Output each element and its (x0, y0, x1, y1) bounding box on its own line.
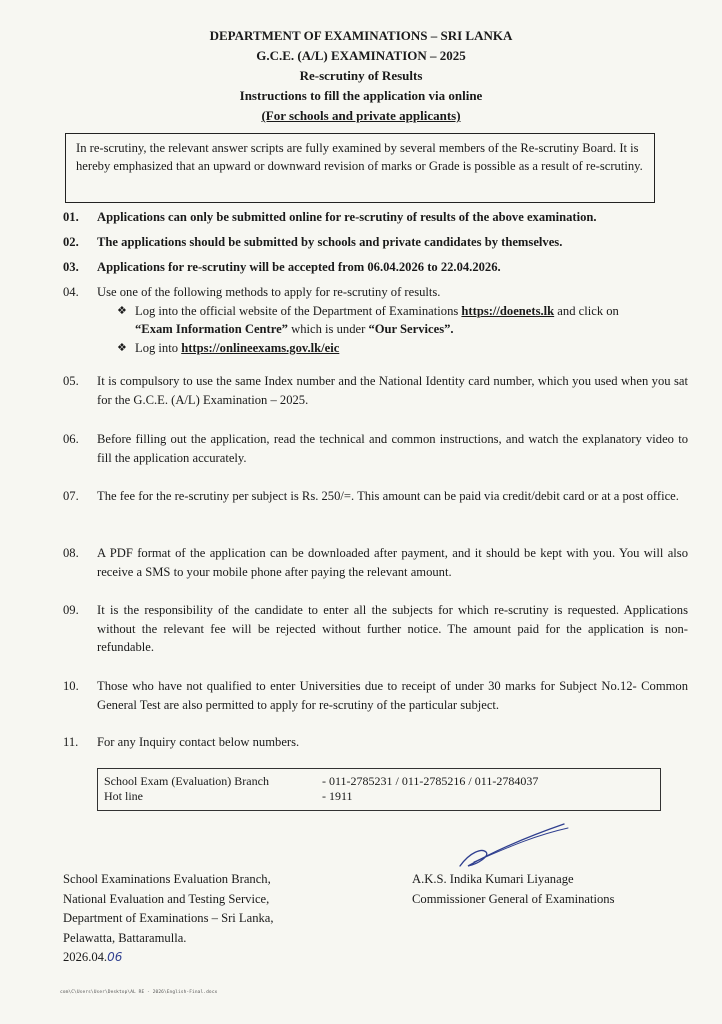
item-07 (63, 487, 688, 506)
item-08 (63, 544, 688, 581)
contact-number: - 011-2785231 / 011-2785216 / 011-2784037 (322, 774, 539, 788)
diamond-bullet-icon: ❖ (117, 303, 127, 317)
header-instructions: Instructions to fill the application via online (239, 88, 483, 103)
contact-number: - 1911 (322, 789, 353, 803)
item-10 (63, 677, 688, 714)
contact-row-hotline (104, 789, 654, 804)
doenets-link[interactable]: https://doenets.lk (461, 303, 555, 318)
header-audience: (For schools and private applicants) (261, 108, 461, 123)
item-11 (63, 733, 688, 752)
bullet-onlineexams: ❖ Log into https://onlineexams.gov.lk/eic (117, 339, 688, 358)
item-text: A PDF format of the application can be downloaded after payment, and it should be kept with you. You will also receive a SMS to your mobile phone after paying the relevant amount. (97, 546, 688, 579)
item-number: 09. (63, 603, 79, 617)
item-text: The fee for the re-scrutiny per subject is Rs. 250/=. This amount can be paid via credit/debit card or at a post office. (97, 489, 679, 503)
item-05 (63, 372, 688, 409)
item-06 (63, 430, 688, 467)
item-03 (63, 258, 688, 277)
bullet-doenets: ❖ Log into the official website of the Department of Examinations https://doenets.lk and click on “Exam Information Centre” which is under “Our Services”. (117, 303, 619, 336)
item-text: For any Inquiry contact below numbers. (97, 735, 300, 749)
item-number: 11. (63, 735, 79, 749)
signatory-title: Commissioner General of Examinations (412, 891, 615, 906)
item-text: Those who have not qualified to enter Universities due to receipt of under 30 marks for Subject No.12- Common General Test are also permitted to apply for re-scrutiny of the particular subject. (97, 679, 688, 712)
item-number: 04. (63, 285, 79, 299)
item-text: The applications should be submitted by schools and private candidates by themselves. (97, 235, 563, 249)
item-text: It is the responsibility of the candidate to enter all the subjects for which re-scrutiny is requested. Applications without the relevant fee will be rejected without further notice. The amount paid for the application is non-refundable. (97, 603, 688, 654)
item-text: Applications for re-scrutiny will be accepted from 06.04.2026 to 22.04.2026. (97, 260, 501, 274)
issue-date: 2026.04.06 (63, 950, 123, 964)
header-department: DEPARTMENT OF EXAMINATIONS – SRI LANKA (209, 28, 513, 43)
item-text: Applications can only be submitted online for re-scrutiny of results of the above examination. (97, 210, 597, 224)
item-09 (63, 601, 688, 657)
item-number: 01. (63, 210, 79, 224)
contact-label: Hot line (104, 789, 143, 803)
contact-label: School Exam (Evaluation) Branch (104, 774, 269, 788)
diamond-bullet-icon: ❖ (117, 340, 127, 354)
item-text: Before filling out the application, read the technical and common instructions, and watch the explanatory video to fill the application accurately. (97, 432, 688, 465)
signature-image (452, 822, 572, 874)
item-number: 10. (63, 679, 79, 693)
item-number: 05. (63, 374, 79, 388)
signatory-name: A.K.S. Indika Kumari Liyanage (412, 872, 574, 886)
handwritten-day: 06 (107, 950, 123, 964)
file-path-footer: com\C\Users\User\Desktop\AL RE - 2026\English-Final.docx (60, 990, 218, 995)
issuing-office-address: School Examinations Evaluation Branch, National Evaluation and Testing Service, Department of Examinations – Sri Lanka, Pelawatta, Battaramulla. 2026.04.06 (63, 870, 274, 968)
contact-table (97, 768, 661, 811)
notice-box: In re-scrutiny, the relevant answer scripts are fully examined by several members of the Re-scrutiny Board. It is hereby emphasized that an upward or downward revision of marks or Grade is possible as a result of re-scrutiny. (65, 133, 655, 203)
contact-row-branch (104, 774, 654, 789)
item-04 (63, 283, 688, 357)
item-01 (63, 208, 688, 227)
item-text: It is compulsory to use the same Index number and the National Identity card number, which you used when you sat for the G.C.E. (A/L) Examination – 2025. (97, 374, 688, 407)
item-text: Use one of the following methods to apply for re-scrutiny of results. (97, 285, 441, 299)
document-header (0, 26, 722, 126)
onlineexams-link[interactable]: https://onlineexams.gov.lk/eic (181, 340, 340, 355)
item-02 (63, 233, 688, 252)
item-number: 08. (63, 546, 79, 560)
item-number: 02. (63, 235, 79, 249)
item-number: 07. (63, 489, 79, 503)
item-number: 06. (63, 432, 79, 446)
header-exam: G.C.E. (A/L) EXAMINATION – 2025 (256, 48, 466, 63)
signatory (412, 870, 615, 909)
item-number: 03. (63, 260, 79, 274)
header-subject: Re-scrutiny of Results (299, 68, 423, 83)
